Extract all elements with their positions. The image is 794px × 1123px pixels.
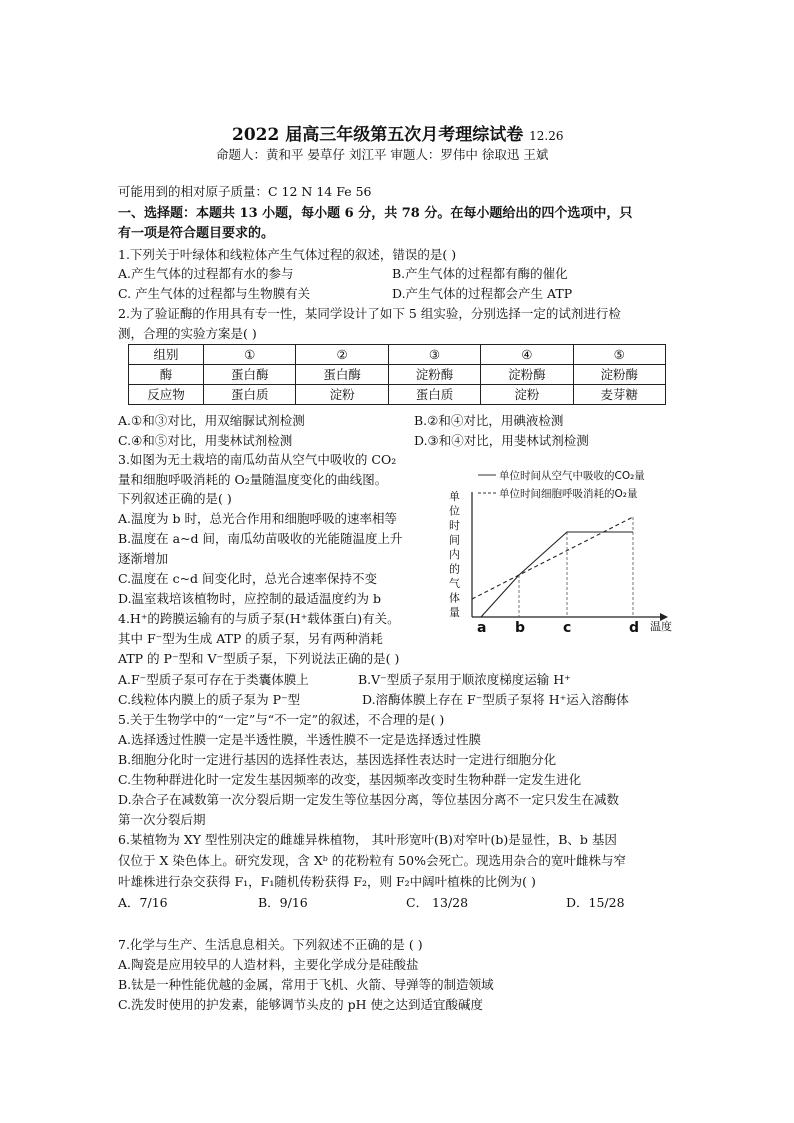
q4-stem-line1: 4.H⁺的跨膜运输有的与质子泵(H⁺载体蛋白)有关。 (118, 611, 400, 626)
q3-stem-line1: 3.如图为无土栽培的南瓜幼苗从空气中吸收的 CO₂ (118, 452, 397, 467)
q6-option-c: C． 13/28 (406, 895, 469, 910)
y-axis-label-char: 时 (449, 519, 460, 532)
q4-stem-line3: ATP 的 P⁻型和 V⁻型质子泵，下列说法正确的是( ) (118, 651, 400, 666)
table-cell: ⑤ (573, 345, 665, 365)
plot-area (472, 517, 639, 636)
q3-option-d: D.温室栽培该植物时，应控制的最适温度约为 b (118, 591, 382, 606)
x-tick-label-d: d (629, 620, 640, 636)
q5-option-a: A.选择透过性膜一定是半透性膜，半透性膜不一定是选择透过性膜 (118, 732, 482, 747)
enzyme-experiment-table (128, 344, 666, 405)
q4-option-c: C.线粒体内膜上的质子泵为 P⁻型 (118, 692, 301, 707)
table-cell: ① (204, 345, 296, 365)
q3-stem-line2: 量和细胞呼吸消耗的 O₂量随温度变化的曲线图。 (118, 472, 388, 487)
y-axis-label (449, 490, 460, 619)
q2-stem-line2: 测，合理的实验方案是( ) (118, 326, 257, 341)
q4-option-a: A.F⁻型质子泵可存在于类囊体膜上 (118, 672, 309, 687)
q1-option-b: B.产生气体的过程都有酶的催化 (392, 266, 568, 281)
y-axis-label-char: 量 (449, 606, 460, 619)
q1-option-c: C. 产生气体的过程都与生物膜有关 (118, 286, 311, 301)
authors-line: 命题人：黄和平 晏草仔 刘江平 审题人：罗伟中 徐取迅 王斌 (216, 147, 549, 162)
q6-option-d: D．15/28 (566, 895, 625, 910)
q3-option-b: B.温度在 a~d 间，南瓜幼苗吸收的光能随温度上升 (118, 531, 403, 546)
table-cell: 蛋白质 (388, 385, 480, 405)
y-axis-label-char: 间 (449, 533, 460, 547)
atomic-mass-line: 可能用到的相对原子质量：C 12 N 14 Fe 56 (118, 184, 372, 199)
table-cell: 蛋白质 (204, 385, 296, 405)
section-heading-cont: 有一项是符合题目要求的。 (118, 226, 275, 241)
table-cell: 麦芽糖 (573, 385, 665, 405)
q1-option-d: D.产生气体的过程都会产生 ATP (392, 286, 573, 301)
section-heading: 一、选择题：本题共 13 小题，每小题 6 分，共 78 分。在每小题给出的四个选项中，只 (118, 206, 633, 221)
co2-uptake-line (481, 532, 633, 617)
q5-option-d: D.杂合子在减数第一次分裂后期一定发生等位基因分离，等位基因分离不一定只发生在减数 (118, 792, 620, 807)
q4-option-b: B.V⁻型质子泵用于顺浓度梯度运输 H⁺ (358, 672, 571, 687)
table-cell: ③ (388, 345, 480, 365)
q6-option-b: B．9/16 (258, 895, 308, 910)
exam-date: 12.26 (529, 129, 564, 143)
o2-consumption-line (472, 517, 633, 599)
q7-option-b: B.钛是一种性能优越的金属，常用于飞机、火箭、导弹等的制造领域 (118, 977, 494, 992)
table-cell: 蛋白酶 (204, 365, 296, 385)
q6-option-a: A．7/16 (118, 895, 168, 910)
y-axis-label-char: 内 (449, 548, 460, 561)
y-axis-label-char: 的 (449, 562, 460, 576)
table-cell: 淀粉 (481, 385, 573, 405)
table-cell: 淀粉酶 (481, 365, 573, 385)
q3-option-c: C.温度在 c~d 间变化时，总光合速率保持不变 (118, 571, 378, 586)
q5-option-b: B.细胞分化时一定进行基因的选择性表达，基因选择性表达时一定进行细胞分化 (118, 752, 557, 767)
q4-stem-line2: 其中 F⁻型为生成 ATP 的质子泵，另有两种消耗 (118, 631, 383, 646)
table-cell: ④ (481, 345, 573, 365)
q6-stem-line1: 6.某植物为 XY 型性别决定的雌雄异株植物， 其叶形宽叶(B)对窄叶(b)是显性，B、b 基因 (118, 832, 617, 847)
table-cell: 淀粉 (296, 385, 388, 405)
gas-temperature-chart (430, 462, 680, 636)
y-axis-label-char: 体 (449, 591, 460, 605)
x-tick-label-a: a (477, 620, 487, 636)
q2-option-b: B.②和④对比，用碘液检测 (414, 413, 564, 428)
x-tick-label-b: b (515, 620, 526, 636)
q7-stem: 7.化学与生产、生活息息相关。下列叙述不正确的是 ( ) (118, 937, 423, 952)
q1-option-a: A.产生气体的过程都有水的参与 (118, 266, 294, 281)
q5-stem: 5.关于生物学中的“一定”与“不一定”的叙述，不合理的是( ) (118, 712, 445, 727)
q5-option-d-cont: 第一次分裂后期 (118, 812, 206, 827)
y-axis-label-char: 气 (449, 577, 460, 590)
title-text: 2022 届高三年级第五次月考理综试卷 (232, 125, 524, 145)
q2-option-d: D.③和④对比，用斐林试剂检测 (414, 433, 589, 448)
q3-stem-line3: 下列叙述正确的是( ) (118, 491, 232, 506)
table-cell: 组别 (129, 345, 204, 365)
y-axis-label-char: 单 (449, 490, 460, 503)
table-row (129, 385, 666, 405)
q1-stem: 1.下列关于叶绿体和线粒体产生气体过程的叙述，错误的是( ) (118, 247, 457, 262)
x-tick-label-c: c (563, 620, 572, 636)
table-cell: ② (296, 345, 388, 365)
y-axis-label-char: 位 (449, 504, 460, 518)
table-cell: 淀粉酶 (573, 365, 665, 385)
q2-option-a: A.①和③对比，用双缩脲试剂检测 (118, 413, 305, 428)
table-cell: 酶 (129, 365, 204, 385)
legend-co2: 单位时间从空气中吸收的CO₂量 (499, 470, 645, 482)
q2-stem-line1: 2.为了验证酶的作用具有专一性，某同学设计了如下 5 组实验，分别选择一定的试剂进行检 (118, 306, 621, 321)
table-row (129, 345, 666, 365)
q6-stem-line2: 仅位于 X 染色体上。研究发现，含 Xᵇ 的花粉粒有 50%会死亡。现选用杂合的宽叶雌株与窄 (118, 853, 626, 868)
x-axis-label: 温度 (650, 620, 672, 633)
table-cell: 淀粉酶 (388, 365, 480, 385)
q2-option-c: C.④和⑤对比，用斐林试剂检测 (118, 433, 293, 448)
q5-option-c: C.生物种群进化时一定发生基因频率的改变，基因频率改变时生物种群一定发生进化 (118, 772, 582, 787)
page-title (232, 120, 564, 145)
q7-option-a: A.陶瓷是应用较早的人造材料，主要化学成分是硅酸盐 (118, 957, 419, 972)
q7-option-c: C.洗发时使用的护发素，能够调节头皮的 pH 使之达到适宜酸碱度 (118, 997, 483, 1012)
table-cell: 反应物 (129, 385, 204, 405)
table-row (129, 365, 666, 385)
table-cell: 蛋白酶 (296, 365, 388, 385)
q4-option-d: D.溶酶体膜上存在 F⁻型质子泵将 H⁺运入溶酶体 (362, 692, 629, 707)
q3-option-a: A.温度为 b 时，总光合作用和细胞呼吸的速率相等 (118, 511, 397, 526)
legend-o2: 单位时间细胞呼吸消耗的O₂量 (499, 488, 638, 500)
q3-option-b-cont: 逐渐增加 (118, 551, 169, 566)
q6-stem-line3: 叶雄株进行杂交获得 F₁，F₁随机传粉获得 F₂，则 F₂中阔叶植株的比例为( ) (118, 874, 536, 889)
